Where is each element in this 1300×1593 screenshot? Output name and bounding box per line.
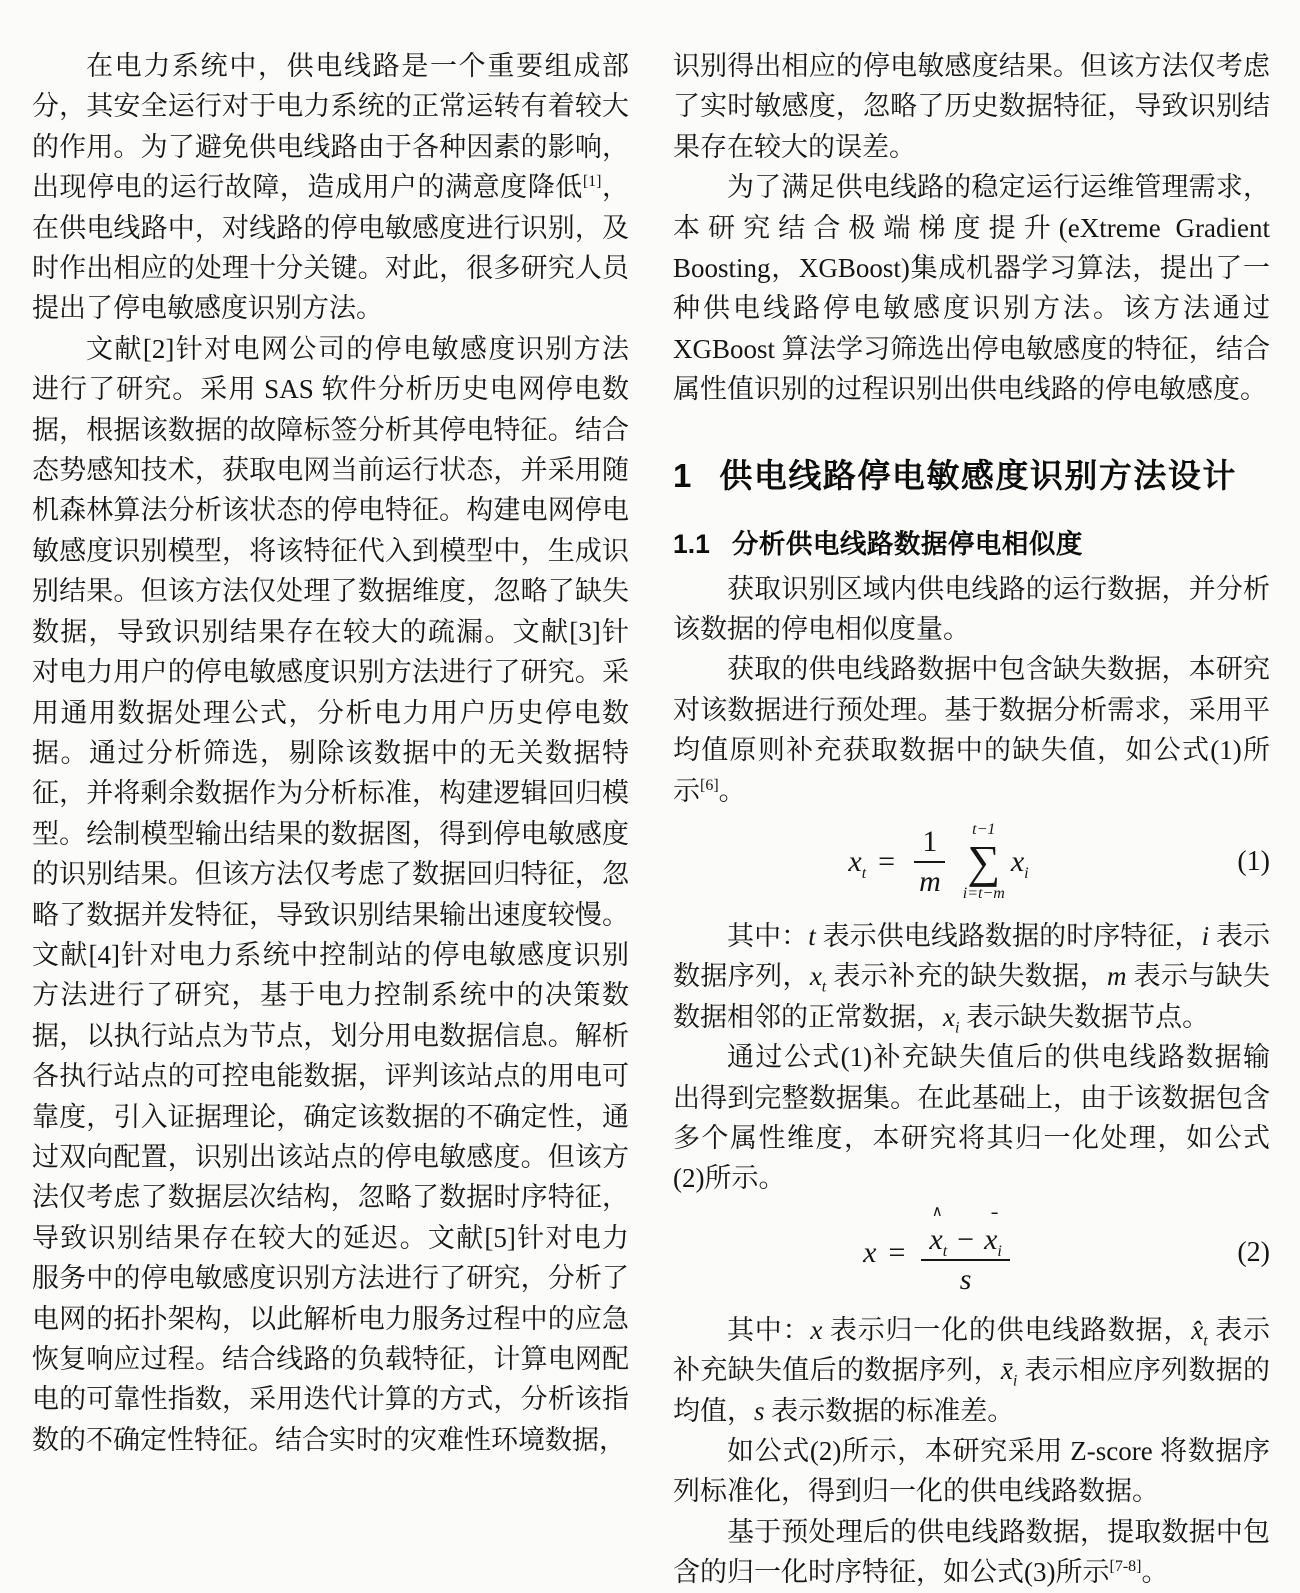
equation-2-body: x = ∧ $x_t$ − ˉ $x_i$ s bbox=[673, 1209, 1204, 1298]
literature-review-paragraph: 文献[2]针对电网公司的停电敏感度识别方法进行了研究。采用 SAS 软件分析历史电网停电数据，根据该数据的故障标签分析其停电特征。结合态势感知技术，获取电网当前运行状态，并采用随机森林算法分析该状态的停电特征。构建电网停电敏感度识别模型，将该特征代入到模型中，生成识别结果。但该方法仅处理了数据维度，忽略了缺失数据，导致识别结果存在较大的疏漏。文献[3]针对电力用户的停电敏感度识别方法进行了研究。采用通用数据处理公式，分析电力用户历史停电数据。通过分析筛选，剔除该数据中的无关数据特征，并将剩余数据作为分析标准，构建逻辑回归模型。绘制模型输出结果的数据图，得到停电敏感度的识别结果。但该方法仅考虑了数据回归特征，忽略了数据并发特征，导致识别结果输出速度较慢。文献[4]针对电力系统中控制站的停电敏感度识别方法进行了研究，基于电力控制系统中的决策数据，以执行站点为节点，划分用电数据信息。解析各执行站点的可控电能数据，评判该站点的用电可靠度，引入证据理论，确定该数据的不确定性，通过双向配置，识别出该站点的停电敏感度。但该方法仅考虑了数据层次结构，忽略了数据时序特征，导致识别结果存在较大的延迟。文献[5]针对电力服务中的停电敏感度识别方法进行了研究，分析了电网的拓扑架构，以此解析电力服务过程中的应急恢复响应过程。结合线路的负载特征，计算电网配电的可靠性指数，采用迭代计算的方式，分析该指数的不确定性特征。结合实时的灾难性环境数据， bbox=[32, 333, 629, 1455]
sigma-symbol: ∑ bbox=[967, 836, 1001, 888]
right-column bbox=[673, 46, 1271, 1588]
fraction: $\frac{1}{m}$ bbox=[911, 825, 949, 900]
equation-1 bbox=[673, 821, 1270, 904]
paragraph-complete-dataset: 通过公式(1)补充缺失值后的供电线路数据输出得到完整数据集。在此基础上，由于该数据包含多个属性维度，本研究将其归一化处理，如公式(2)所示。 bbox=[673, 1042, 1270, 1194]
intro-paragraph: 在电力系统中，供电线路是一个重要组成部分，其安全运行对于电力系统的正常运转有着较大的作用。为了避免供电线路由于各种因素的影响，出现停电的运行故障，造成用户的满意度降低[1]，在供电线路中，对线路的停电敏感度进行识别，及时作出相应的处理十分关键。对此，很多研究人员提出了停电敏感度识别方法。 bbox=[32, 51, 630, 324]
equation-1-number: (1) bbox=[1237, 846, 1270, 878]
subsection-number: 1.1 bbox=[673, 528, 710, 559]
section-heading bbox=[673, 452, 1270, 500]
paragraph-where-1: 其中：t 表示供电线路数据的时序特征，i 表示数据序列，$x_t$ 表示补充的缺失数据，m 表示与缺失数据相邻的正常数据，$x_i$ 表示缺失数据节点。 bbox=[673, 920, 1271, 1037]
x-bar-i: ˉ $x_i$ bbox=[984, 1207, 1002, 1260]
equation-1-body: $x_t$ = $\frac{1}{m}$ t−1 ∑ i=t−m $x_i$ bbox=[848, 821, 1029, 903]
x-hat-t: ∧ $x_t$ bbox=[929, 1203, 948, 1260]
fraction: ∧ $x_t$ − ˉ $x_i$ s bbox=[921, 1209, 1009, 1298]
left-column bbox=[32, 46, 629, 1584]
paragraph-where-2: 其中：x 表示归一化的供电线路数据，$x̂_t$ 表示补充缺失值后的数据序列，$x̄_i$ 表示相应序列数据的均值，s 表示数据的标准差。 bbox=[673, 1314, 1271, 1426]
equation-2 bbox=[673, 1203, 1270, 1298]
section-title: 供电线路停电敏感度识别方法设计 bbox=[719, 456, 1237, 494]
proposal-paragraph: 为了满足供电线路的稳定运行运维管理需求，本研究结合极端梯度提升(eXtreme Gradient Boosting，XGBoost)集成机器学习算法，提出了一种供电线路停电敏感度识别方法。该方法通过 XGBoost 算法学习筛选出停电敏感度的特征，结合属性值识别的过程识别出供电线路的停电敏感度。 bbox=[673, 172, 1270, 405]
paragraph-features: 基于预处理后的供电线路数据，提取数据中包含的归一化时序特征，如公式(3)所示[7-8]。 bbox=[673, 1516, 1270, 1588]
subsection-heading bbox=[673, 526, 1270, 563]
continuation-paragraph: 识别得出相应的停电敏感度结果。但该方法仅考虑了实时敏感度，忽略了历史数据特征，导致识别结果存在较大的误差。 bbox=[673, 51, 1270, 162]
equation-2-number: (2) bbox=[1237, 1237, 1270, 1269]
paragraph-acquire-data: 获取识别区域内供电线路的运行数据，并分析该数据的停电相似度量。 bbox=[673, 573, 1270, 645]
paragraph-zscore: 如公式(2)所示，本研究采用 Z-score 将数据序列标准化，得到归一化的供电线路数据。 bbox=[673, 1435, 1270, 1507]
subsection-title: 分析供电线路数据停电相似度 bbox=[731, 528, 1083, 559]
section-number: 1 bbox=[673, 456, 692, 494]
paragraph-missing-data: 获取的供电线路数据中包含缺失数据，本研究对该数据进行预处理。基于数据分析需求，采用平均值原则补充获取数据中的缺失值，如公式(1)所示[6]。 bbox=[673, 654, 1270, 806]
summation: t−1 ∑ i=t−m bbox=[962, 821, 1005, 903]
